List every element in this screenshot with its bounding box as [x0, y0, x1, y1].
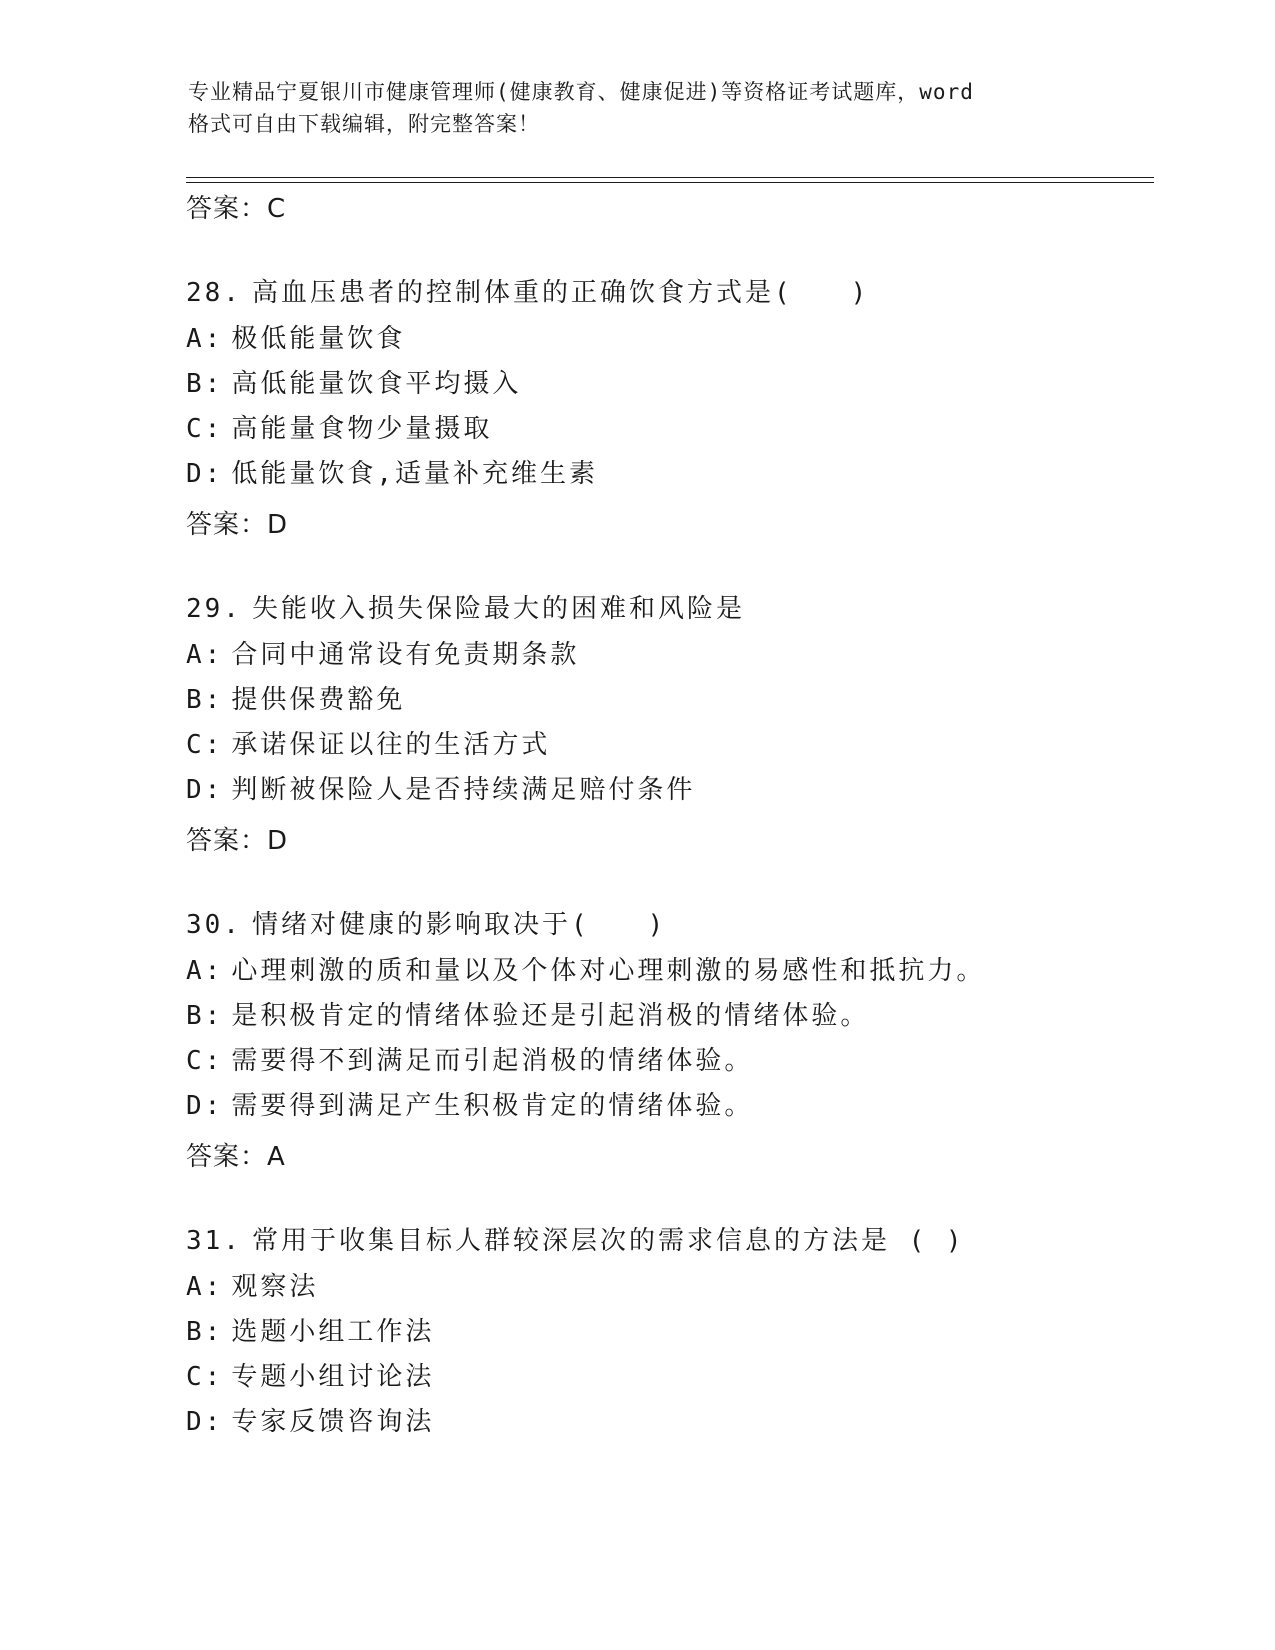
question-31-stem [186, 1224, 965, 1258]
option-letter: A: [186, 1272, 224, 1302]
question-30-option-a [186, 954, 985, 988]
question-30-option-d [186, 1089, 753, 1123]
option-letter: D: [186, 459, 224, 489]
header-divider-bottom [186, 182, 1154, 183]
option-letter: B: [186, 369, 224, 399]
question-30-option-c [186, 1044, 753, 1078]
option-text: 承诺保证以往的生活方式 [231, 730, 551, 760]
question-31-option-d [186, 1405, 434, 1439]
question-text: 情绪对健康的影响取决于( ) [251, 910, 667, 940]
option-letter: B: [186, 1001, 224, 1031]
question-28-stem [186, 276, 869, 310]
question-31-option-a [186, 1270, 318, 1304]
option-letter: C: [186, 1046, 224, 1076]
question-31-option-b [186, 1315, 434, 1349]
answer-previous: 答案：C [186, 194, 287, 224]
option-text: 专家反馈咨询法 [231, 1407, 435, 1437]
option-text: 高能量食物少量摄取 [231, 414, 493, 444]
document-header [188, 76, 1088, 140]
question-28-option-b [186, 367, 521, 401]
option-letter: A: [186, 640, 224, 670]
option-text: 提供保费豁免 [231, 685, 406, 715]
header-line-1: 专业精品宁夏银川市健康管理师(健康教育、健康促进)等资格证考试题库，word [188, 80, 974, 104]
option-text: 极低能量饮食 [231, 324, 406, 354]
question-30-stem [186, 908, 666, 942]
option-letter: B: [186, 1317, 224, 1347]
question-number: 30. [186, 910, 242, 940]
question-29-option-a [186, 638, 579, 672]
option-text: 需要得不到满足而引起消极的情绪体验。 [231, 1046, 754, 1076]
option-letter: D: [186, 1407, 224, 1437]
option-letter: A: [186, 324, 224, 354]
option-letter: B: [186, 685, 224, 715]
option-text: 低能量饮食,适量补充维生素 [231, 459, 598, 489]
option-text: 合同中通常设有免责期条款 [231, 640, 580, 670]
question-28-option-d [186, 457, 598, 491]
question-number: 31. [186, 1226, 242, 1256]
option-letter: C: [186, 414, 224, 444]
option-letter: C: [186, 730, 224, 760]
option-letter: D: [186, 1091, 224, 1121]
option-letter: D: [186, 775, 224, 805]
option-letter: A: [186, 956, 224, 986]
header-line-2: 格式可自由下载编辑，附完整答案！ [188, 112, 540, 136]
option-text: 需要得到满足产生积极肯定的情绪体验。 [231, 1091, 754, 1121]
question-text: 失能收入损失保险最大的困难和风险是 [251, 594, 745, 624]
option-text: 选题小组工作法 [231, 1317, 435, 1347]
option-text: 判断被保险人是否持续满足赔付条件 [231, 775, 696, 805]
option-text: 专题小组讨论法 [231, 1362, 435, 1392]
option-text: 是积极肯定的情绪体验还是引起消极的情绪体验。 [231, 1001, 870, 1031]
question-text: 常用于收集目标人群较深层次的需求信息的方法是 ( ) [251, 1226, 965, 1256]
question-28-option-a [186, 322, 405, 356]
question-30-answer: 答案：A [186, 1142, 286, 1172]
question-28-answer: 答案：D [186, 510, 289, 540]
option-text: 心理刺激的质和量以及个体对心理刺激的易感性和抵抗力。 [231, 956, 986, 986]
question-29-answer: 答案：D [186, 826, 289, 856]
question-29-option-b [186, 683, 405, 717]
question-text: 高血压患者的控制体重的正确饮食方式是( ) [251, 278, 870, 308]
question-30-option-b [186, 999, 869, 1033]
option-text: 观察法 [231, 1272, 319, 1302]
option-text: 高低能量饮食平均摄入 [231, 369, 522, 399]
option-letter: C: [186, 1362, 224, 1392]
question-28-option-c [186, 412, 492, 446]
question-29-option-c [186, 728, 550, 762]
question-number: 29. [186, 594, 242, 624]
question-29-stem [186, 592, 745, 626]
question-29-option-d [186, 773, 695, 807]
question-31-option-c [186, 1360, 434, 1394]
header-divider-top [186, 177, 1154, 178]
question-number: 28. [186, 278, 242, 308]
